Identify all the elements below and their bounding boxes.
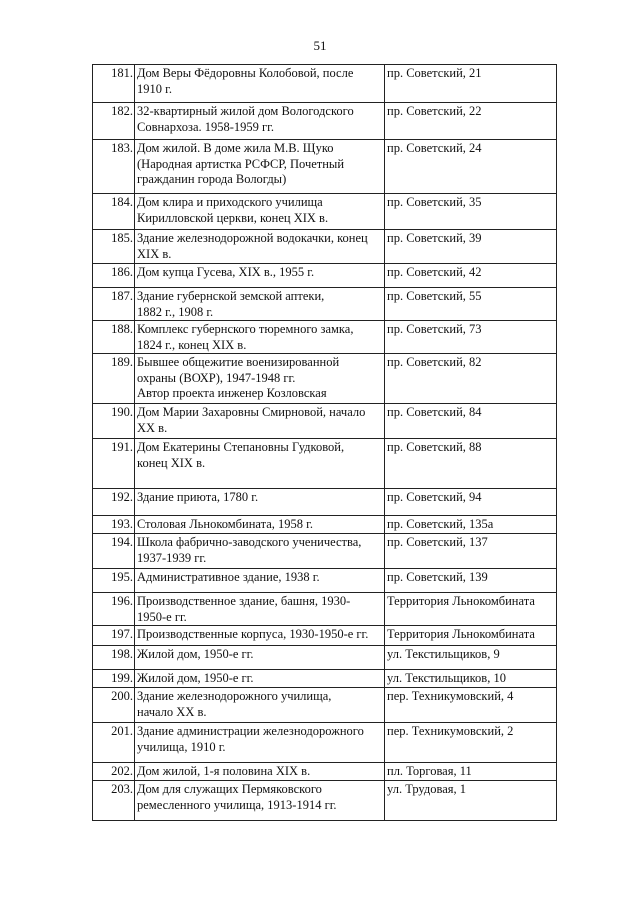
- table-row: [93, 65, 557, 103]
- address-cell: пр. Советский, 22: [385, 103, 557, 140]
- address-cell: пр. Советский, 137: [385, 534, 557, 569]
- object-name-cell: Дом жилой, 1-я половина XIX в.: [135, 763, 385, 781]
- object-name-cell: Производственное здание, башня, 1930- 1950-е гг.: [135, 593, 385, 626]
- address-cell: пр. Советский, 39: [385, 230, 557, 264]
- table-row: [93, 763, 557, 781]
- row-number-cell: 200.: [93, 688, 135, 723]
- object-name-cell: Административное здание, 1938 г.: [135, 569, 385, 593]
- object-name-cell: Здание губернской земской аптеки, 1882 г., 1908 г.: [135, 288, 385, 321]
- table-row: [93, 646, 557, 670]
- table-row: [93, 670, 557, 688]
- row-number-cell: 184.: [93, 194, 135, 230]
- row-number-cell: 186.: [93, 264, 135, 288]
- object-name-cell: Дом купца Гусева, XIX в., 1955 г.: [135, 264, 385, 288]
- address-cell: пр. Советский, 35: [385, 194, 557, 230]
- object-name-cell: 32-квартирный жилой дом Вологодского Совнархоза. 1958-1959 гг.: [135, 103, 385, 140]
- object-name-cell: Дом Марии Захаровны Смирновой, начало XX в.: [135, 404, 385, 439]
- row-number-cell: 189.: [93, 354, 135, 404]
- address-cell: ул. Трудовая, 1: [385, 781, 557, 821]
- table-row: [93, 354, 557, 404]
- row-number-cell: 182.: [93, 103, 135, 140]
- address-cell: Территория Льнокомбината: [385, 626, 557, 646]
- address-cell: пр. Советский, 84: [385, 404, 557, 439]
- address-cell: пр. Советский, 55: [385, 288, 557, 321]
- object-name-cell: Дом для служащих Пермяковского ремесленного училища, 1913-1914 гг.: [135, 781, 385, 821]
- object-name-cell: Бывшее общежитие военизированной охраны (ВОХР), 1947-1948 гг. Автор проекта инженер Козловская: [135, 354, 385, 404]
- table-row: [93, 723, 557, 763]
- heritage-registry-table: [92, 64, 557, 821]
- table-row: [93, 516, 557, 534]
- row-number-cell: 195.: [93, 569, 135, 593]
- table-row: [93, 688, 557, 723]
- table-row: [93, 439, 557, 489]
- row-number-cell: 203.: [93, 781, 135, 821]
- table-row: [93, 230, 557, 264]
- table-row: [93, 534, 557, 569]
- table-row: [93, 103, 557, 140]
- table-row: [93, 626, 557, 646]
- row-number-cell: 201.: [93, 723, 135, 763]
- row-number-cell: 194.: [93, 534, 135, 569]
- object-name-cell: Жилой дом, 1950-е гг.: [135, 646, 385, 670]
- table-row: [93, 321, 557, 354]
- address-cell: ул. Текстильщиков, 9: [385, 646, 557, 670]
- object-name-cell: Комплекс губернского тюремного замка, 1824 г., конец XIX в.: [135, 321, 385, 354]
- row-number-cell: 199.: [93, 670, 135, 688]
- object-name-cell: Дом клира и приходского училища Кирилловской церкви, конец XIX в.: [135, 194, 385, 230]
- row-number-cell: 198.: [93, 646, 135, 670]
- address-cell: пр. Советский, 21: [385, 65, 557, 103]
- object-name-cell: Дом Веры Фёдоровны Колобовой, после 1910 г.: [135, 65, 385, 103]
- table-row: [93, 489, 557, 516]
- table-row: [93, 264, 557, 288]
- table-row: [93, 288, 557, 321]
- row-number-cell: 183.: [93, 140, 135, 194]
- table-row: [93, 194, 557, 230]
- table-row: [93, 569, 557, 593]
- address-cell: пр. Советский, 135а: [385, 516, 557, 534]
- row-number-cell: 188.: [93, 321, 135, 354]
- address-cell: пер. Техникумовский, 4: [385, 688, 557, 723]
- object-name-cell: Здание железнодорожной водокачки, конец XIX в.: [135, 230, 385, 264]
- address-cell: пр. Советский, 139: [385, 569, 557, 593]
- row-number-cell: 185.: [93, 230, 135, 264]
- row-number-cell: 190.: [93, 404, 135, 439]
- registry-table-body: [93, 65, 557, 821]
- row-number-cell: 193.: [93, 516, 135, 534]
- object-name-cell: Дом жилой. В доме жила М.В. Щуко (Народная артистка РСФСР, Почетный гражданин города Вологды): [135, 140, 385, 194]
- address-cell: Территория Льнокомбината: [385, 593, 557, 626]
- address-cell: пер. Техникумовский, 2: [385, 723, 557, 763]
- object-name-cell: Здание администрации железнодорожного училища, 1910 г.: [135, 723, 385, 763]
- address-cell: пр. Советский, 94: [385, 489, 557, 516]
- object-name-cell: Жилой дом, 1950-е гг.: [135, 670, 385, 688]
- row-number-cell: 197.: [93, 626, 135, 646]
- address-cell: пр. Советский, 82: [385, 354, 557, 404]
- row-number-cell: 202.: [93, 763, 135, 781]
- object-name-cell: Здание железнодорожного училища, начало XX в.: [135, 688, 385, 723]
- table-row: [93, 781, 557, 821]
- address-cell: пр. Советский, 42: [385, 264, 557, 288]
- address-cell: ул. Текстильщиков, 10: [385, 670, 557, 688]
- row-number-cell: 191.: [93, 439, 135, 489]
- object-name-cell: Дом Екатерины Степановны Гудковой, конец XIX в.: [135, 439, 385, 489]
- page-number: 51: [313, 38, 327, 53]
- object-name-cell: Здание приюта, 1780 г.: [135, 489, 385, 516]
- table-row: [93, 593, 557, 626]
- object-name-cell: Школа фабрично-заводского ученичества, 1937-1939 гг.: [135, 534, 385, 569]
- object-name-cell: Столовая Льнокомбината, 1958 г.: [135, 516, 385, 534]
- table-row: [93, 140, 557, 194]
- address-cell: пл. Торговая, 11: [385, 763, 557, 781]
- address-cell: пр. Советский, 73: [385, 321, 557, 354]
- row-number-cell: 187.: [93, 288, 135, 321]
- row-number-cell: 196.: [93, 593, 135, 626]
- address-cell: пр. Советский, 88: [385, 439, 557, 489]
- address-cell: пр. Советский, 24: [385, 140, 557, 194]
- row-number-cell: 192.: [93, 489, 135, 516]
- row-number-cell: 181.: [93, 65, 135, 103]
- object-name-cell: Производственные корпуса, 1930-1950-е гг.: [135, 626, 385, 646]
- table-row: [93, 404, 557, 439]
